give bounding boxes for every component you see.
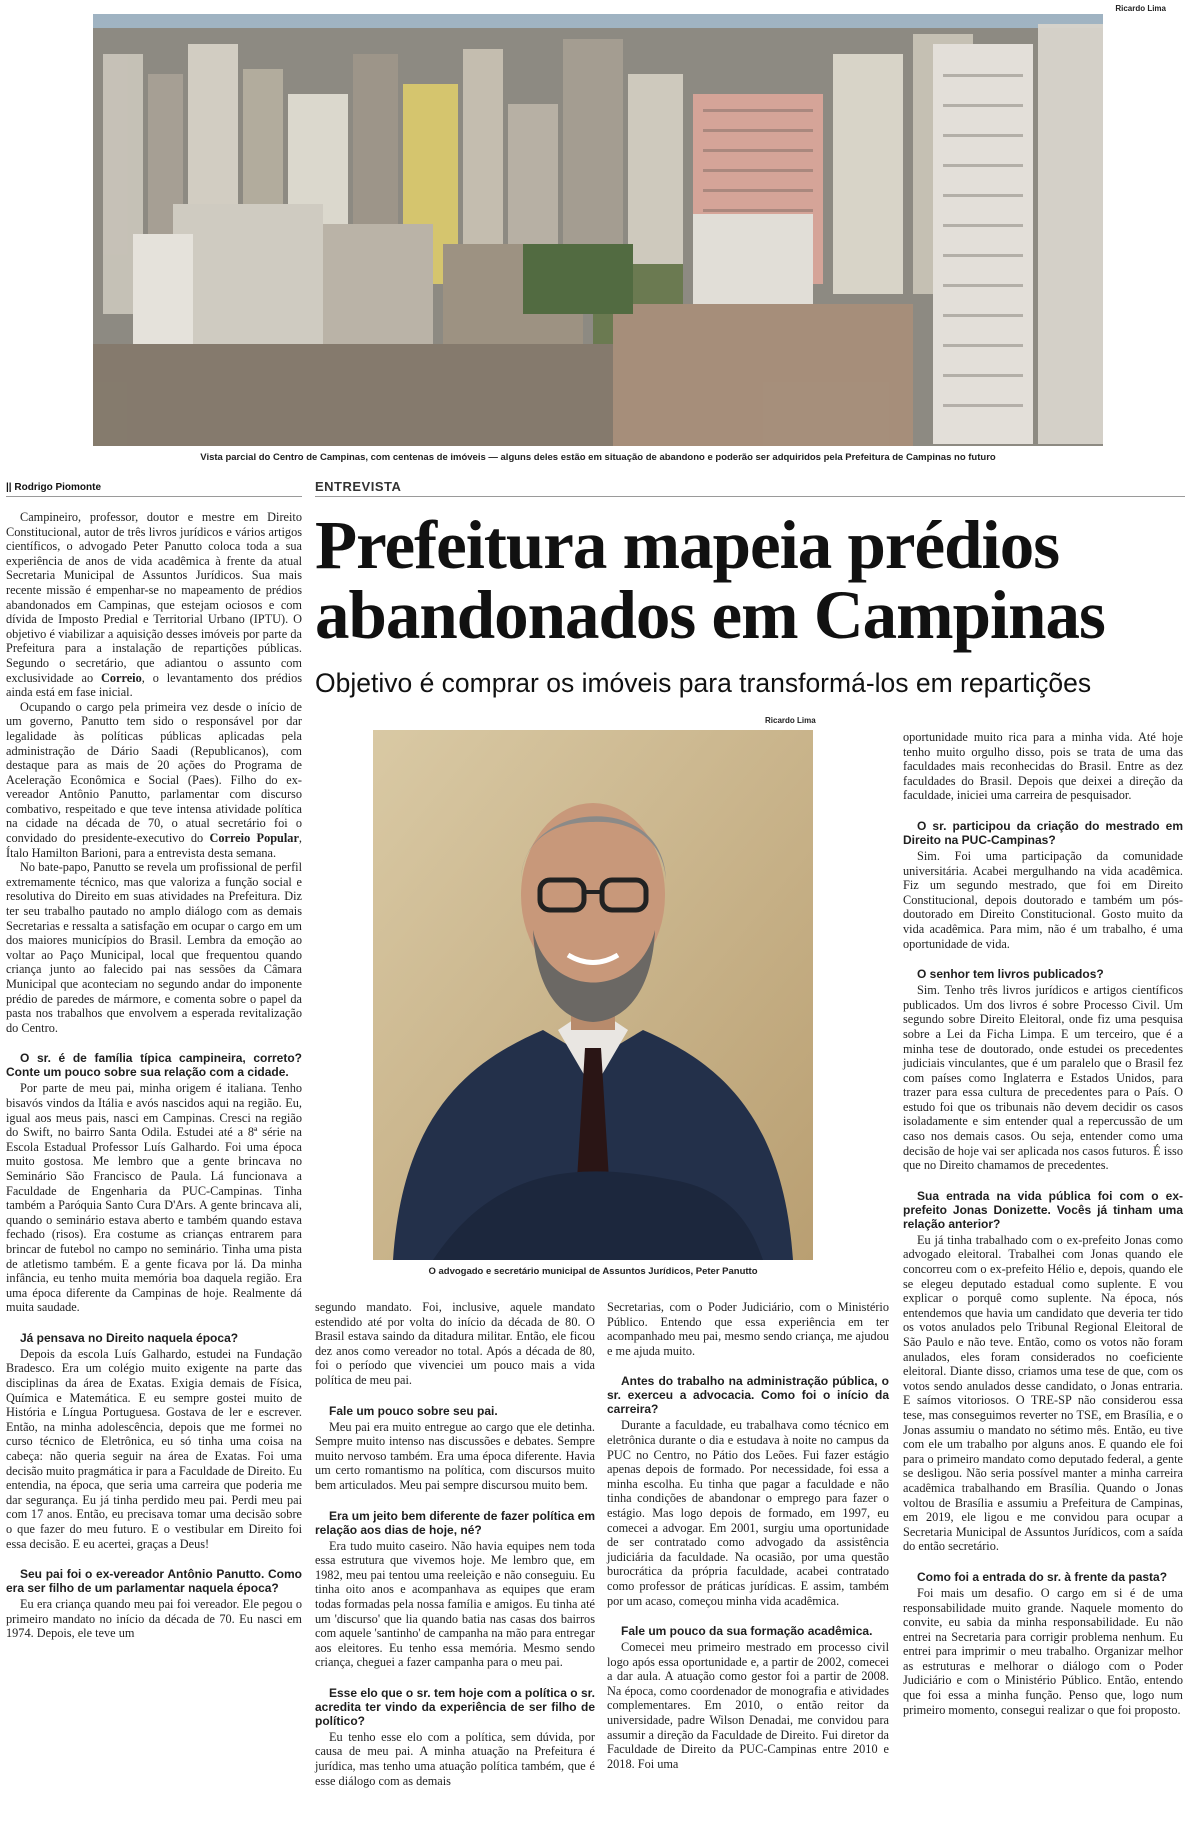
intro-bold: Correio: [101, 670, 142, 685]
answer: Comecei meu primeiro mestrado em processo civil logo após essa oportunidade e, a partir de 2002, comecei a dar aula. A atuação como gestor foi a partir de 2008. Na época, como coordenador de monografia e atividades complementares. Em 2010, o então reitor da universidade, padre Wilson Denadai, me convidou para assumir a direção da Faculdade de Direito. Fui diretor da Faculdade de Direito da PUC-Campinas entre 2010 e 2018. Foi uma: [607, 1640, 889, 1771]
question: Sua entrada na vida pública foi com o ex-prefeito Jonas Donizette. Vocês já tinham uma relação anterior?: [903, 1188, 1183, 1231]
article-column-1: [6, 510, 302, 1641]
portrait-photo-credit: Ricardo Lima: [765, 716, 816, 725]
answer-continued: oportunidade muito rica para a minha vida. Até hoje tenho muito orgulho disso, pois se trata de uma das faculdades mais reconhecidas do Brasil. Entre as dez faculdades do Brasil. Depois que deixei a direção da faculdade, iniciei uma carreira de pesquisador.: [903, 730, 1183, 803]
answer: Sim. Foi uma participação da comunidade universitária. Acabei mergulhando na vida acadêmica. Fiz um segundo mestrado, que foi em Direito Constitucional, depois doutorado e também um pós-doutorado em Direito Constitucional. Gosto muito da vida acadêmica. Para mim, não é um trabalho, é uma oportunidade de vida.: [903, 848, 1183, 951]
portrait-photo: [373, 730, 813, 1260]
portrait-illustration: [373, 730, 813, 1260]
article-column-4: [903, 730, 1183, 1717]
top-photo-caption: Vista parcial do Centro de Campinas, com centenas de imóveis — alguns deles estão em situação de abandono e poderão ser adquiridos pela Prefeitura de Campinas no futuro: [200, 452, 996, 463]
answer: Por parte de meu pai, minha origem é italiana. Tenho bisavós vindos da Itália e avós nascidos aqui na região. Eu, igual aos meus pais, nasci em Campinas. Cresci na região do Swift, no bairro Santa Odila. Estudei até a 8ª série na Escola Estadual Professor Luís Galhardo. Foi uma época muito gostosa. Me lembro que a gente brincava no Seminário São Francisco de Paula. Lá funcionava a Faculdade de Engenharia da PUC-Campinas. Tinha também a Paróquia Santo Cura D'Ars. A gente brincava ali, quando o seminário estava aberto e também quando estava fechado (risos). Era costume as crianças entrarem para brincar de futebol no campo no seminário. Tinha uma pista de atletismo também. E a gente ficava por lá. Da minha infância, eu tenho muita memória boa daquela região. Era uma época diferente da Campinas de hoje. Realmente dá muita saudade.: [6, 1081, 302, 1315]
answer: Durante a faculdade, eu trabalhava como técnico em eletrônica durante o dia e estudava à noite no campus da PUC no Centro, no Pátio dos Leões. Fui fazer estágio apenas depois de formado. Por necessidade, foi essa a minha escolha. Eu tinha que pagar a faculdade e não tinha condições de abandonar o emprego para fazer o estágio. Mas logo depois de formado, em 1997, eu comecei a advogar. Em 2001, surgiu uma oportunidade de ser contratado como advogado da assistência judiciária da faculdade. Na ocasião, por uma questão burocrática da própria faculdade, acabei contratado como professor de práticas jurídicas. E assim, também por um acaso, começou minha vida acadêmica.: [607, 1418, 889, 1608]
intro2-bold: Correio Popular: [209, 831, 299, 846]
answer-continued: segundo mandato. Foi, inclusive, aquele mandato estendido até por volta do início da década de 80. O Brasil estava saindo da ditadura militar. Então, ele ficou dez anos como vereador no total. Após a década de 80, foi o período que vivenciei um pouco mais a vida política de meu pai.: [315, 1300, 595, 1387]
question: Seu pai foi o ex-vereador Antônio Panutto. Como era ser filho de um parlamentar naquela época?: [6, 1567, 302, 1596]
answer: Eu já tinha trabalhado com o ex-prefeito Jonas como advogado eleitoral. Trabalhei com Jonas quando ele concorreu com o ex-prefeito Hélio e, depois, quando ele se elegeu deputado estadual como suplente. E vou explicar o porquê como suplente. Na época, nós entendemos que havia um candidato que deveria ter tido os votos anulados pelo Tribunal Regional Eleitoral de São Paulo e não teve. Então, como os votos não foram anulados, eles foram considerados no coeficiente eleitoral. Diante disso, criamos uma tese de que, com os votos sendo anulados desse candidato, o Jonas entraria. E saímos vitoriosos. O TRE-SP não considerou essa tese, mas conseguimos reverter no TSE, em Brasília, e o Jonas assumiu o mandato no sétimo mês. Então, eu tive com ele um trabalho por alguns anos. E quando ele foi para o primeiro mandato como deputado federal, a gente se desligou. Não seria possível manter a minha carreira acadêmica trabalhando em Brasília. Quando o Jonas voltou de Brasília e assumiu a Prefeitura de Campinas, em 2019, ele ligou e me convidou para ocupar a Secretaria Municipal de Assuntos Jurídicos, com a saída do então secretário.: [903, 1232, 1183, 1554]
intro-text: Campineiro, professor, doutor e mestre em Direito Constitucional, autor de três livros jurídicos e vários artigos científicos, o advogado Peter Panutto coloca toda a sua experiência de anos de vida acadêmica à frente da atual Secretaria Municipal de Assuntos Jurídicos. Sua mais recente missão é empenhar-se no mapeamento de prédios abandonados em Campinas, que estejam ociosos e com dívida de Imposto Predial e Territorial Urbano (IPTU). O objetivo é viabilizar a aquisição desses imóveis por parte da Prefeitura para a instalação de repartições públicas. Segundo o secretário, que adiantou o assunto com exclusividade ao: [6, 510, 302, 685]
question: Fale um pouco da sua formação acadêmica.: [621, 1624, 873, 1639]
answer: Sim. Tenho três livros jurídicos e artigos científicos publicados. Um dos livros é sobre Processo Civil. Um segundo sobre Direito Eleitoral, onde fiz uma pesquisa sobre a Lei da Ficha Limpa. E um terceiro, que é a minha tese de doutorado, onde estudei os precedentes judiciais vinculantes, que é um paralelo que o Brasil fez com países como Inglaterra e Estados Unidos, para trazer para essa cultura de precedentes para o País. O estudo foi que os tribunais não devem decidir os casos isoladamente e sim entender qual a repercussão de um caso nos demais casos. Ou seja, entender como uma decisão de hoje vai ser aplicada nos casos futuros. É isso que no Direito chamamos de precedentes.: [903, 983, 1183, 1173]
question: O senhor tem livros publicados?: [917, 967, 1104, 982]
answer-continued: Secretarias, com o Poder Judiciário, com o Ministério Público. Entendo que essa experiência em ter acompanhado meu pai, mesmo sendo criança, me ajudou e me ajuda muito.: [607, 1300, 889, 1358]
answer: Era tudo muito caseiro. Não havia equipes nem toda essa estrutura que vivemos hoje. Me lembro que, em 1982, meu pai tentou uma reeleição e não conseguiu. Eu tinha oito anos e acompanhava as equipes que eram todas formadas pela nossa família e amigos. Eu tinha até um 'discurso' que lia quando batia nas casas dos bairros com aquele 'santinho' de campanha na mão para entregar aos eleitores. Eu tenho essa memória. Mesmo sendo criança, cheguei a fazer campanha para o meu pai.: [315, 1538, 595, 1670]
intro-text-end: , o levantamento dos prédios ainda está em fase inicial.: [6, 670, 303, 700]
article-column-2: [315, 1300, 595, 1788]
skyline-illustration: [93, 14, 1103, 446]
intro-paragraph: [6, 510, 302, 700]
intro-paragraph-2: [6, 700, 302, 861]
question: O sr. participou da criação do mestrado em Direito na PUC-Campinas?: [903, 818, 1183, 847]
section-divider: [6, 496, 302, 497]
answer: Eu era criança quando meu pai foi vereador. Ele pegou o primeiro mandato no início da década de 70. Eu nasci em 1974. Depois, ele teve um: [6, 1597, 302, 1641]
section-kicker: ENTREVISTA: [315, 479, 402, 494]
intro2-text-end: , Ítalo Hamilton Barioni, para a entrevista desta semana.: [6, 831, 302, 860]
campinas-skyline-photo: [93, 14, 1103, 446]
portrait-caption: O advogado e secretário municipal de Assuntos Jurídicos, Peter Panutto: [428, 1266, 758, 1277]
question: Esse elo que o sr. tem hoje com a política o sr. acredita ter vindo da experiência de ser filho de político?: [315, 1685, 595, 1728]
headline: Prefeitura mapeia prédios abandonados em Campinas: [315, 507, 1105, 653]
question: Como foi a entrada do sr. à frente da pasta?: [917, 1569, 1168, 1584]
question: Já pensava no Direito naquela época?: [20, 1330, 239, 1345]
deck-subtitle: Objetivo é comprar os imóveis para transformá-los em repartições: [315, 668, 1092, 698]
question: O sr. é de família típica campineira, correto? Conte um pouco sobre sua relação com a cidade.: [6, 1051, 302, 1080]
byline: || Rodrigo Piomonte: [6, 482, 102, 493]
intro-paragraph-3: No bate-papo, Panutto se revela um profissional de perfil extremamente técnico, mas que valoriza a função social e resolutiva do Direito em suas atividades na Prefeitura. Diz ter seu trabalho pautado no amplo diálogo com as demais Secretarias e ressalta a satisfação em ocupar o cargo em um dos maiores municípios do Brasil. Lembra da emoção ao voltar ao Paço Municipal, local que frequentou quando criança junto ao falecido pai nas sessões da Câmara Municipal que aconteciam no segundo andar do imponente prédio de paredes de mármore, e comenta sobre o papel da pasta nos trabalhos que envolvem a esperada revitalização do Centro.: [6, 860, 302, 1035]
top-photo-credit: Ricardo Lima: [1115, 4, 1166, 13]
answer: Foi mais um desafio. O cargo em si é de uma responsabilidade muito grande. Naquele momento do convite, eu sabia da minha responsabilidade. Eu não entrei na Secretaria para corrigir problema nenhum. Eu entrei para imprimir o meu trabalho. Organizar melhor as estruturas e melhorar o diálogo com o Poder Judiciário e com o Ministério Público. Então, entendo que foi essa a minha função. Penso que, logo num primeiro momento, consegui realizar o que foi proposto.: [903, 1585, 1183, 1717]
article-column-3: [607, 1300, 889, 1771]
question: Antes do trabalho na administração pública, o sr. exerceu a advocacia. Como foi o início da carreira?: [607, 1374, 889, 1417]
kicker-divider: [315, 496, 1185, 497]
answer: Meu pai era muito entregue ao cargo que ele detinha. Sempre muito intenso nas discussões e debates. Sempre muito nervoso também. Era uma época diferente. Havia um certo romantismo na política, com discursos muito bem articulados. Meu pai sempre discursou muito bem.: [315, 1419, 595, 1492]
question: Era um jeito bem diferente de fazer política em relação aos dias de hoje, né?: [315, 1508, 595, 1537]
intro2-text: Ocupando o cargo pela primeira vez desde o início de um governo, Panutto tem sido o responsável por dar legalidade às políticas públicas aplicadas pela administração de Dário Saadi (Republicanos), com destaque para as mais de 20 ações do Programa de Aceleração Econômica e Social (Paes). Filho do ex-vereador Antônio Panutto, parlamentar com discurso combativo, respeitado e que teve intensa atividade política na cidade na década de 70, o atual secretário foi o convidado do presidente-executivo do: [6, 699, 302, 846]
answer: Eu tenho esse elo com a política, sem dúvida, por causa de meu pai. A minha atuação na Prefeitura é jurídica, mas tenho uma atuação política também, que é esse diálogo com as demais: [315, 1729, 595, 1788]
answer: Depois da escola Luís Galhardo, estudei na Fundação Bradesco. Era um colégio muito exigente na parte das disciplinas da área de Exatas. Exigia demais de Física, Química e Matemática. E eu sempre gostei muito de História e Língua Portuguesa. Gostava de ler e escrever. Então, na minha adolescência, depois que me formei no curso técnico de Eletrônica, eu só tinha uma coisa na cabeça: não queria seguir na área de Exatas. Foi uma decisão muito pragmática ir para a Faculdade de Direito. Eu entendia, na época, que seria uma carreira que poderia me dar segurança. Eu já tinha perdido meu pai. Perdi meu pai com 17 anos. Então, eu precisava tomar uma decisão sobre o que fazer do meu futuro. E o vestibular em Direito foi essa decisão. E eu acertei, graças a Deus!: [6, 1346, 302, 1551]
question: Fale um pouco sobre seu pai.: [329, 1403, 498, 1418]
